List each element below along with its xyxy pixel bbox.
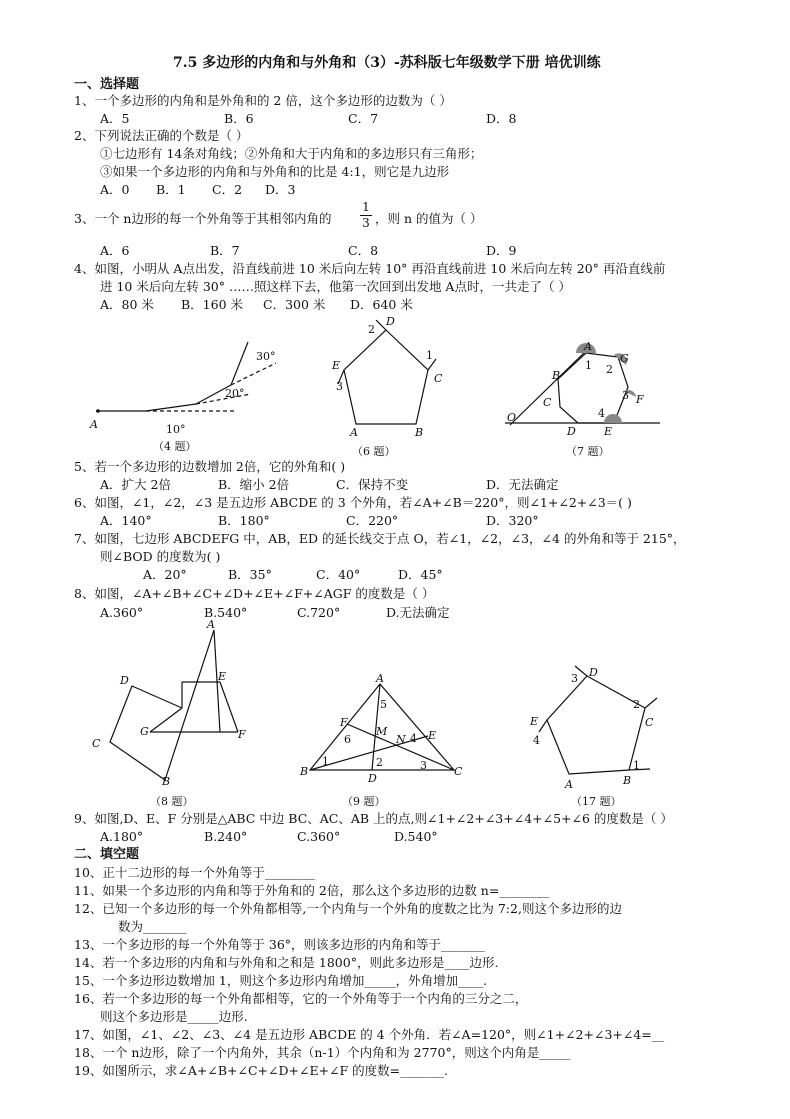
q15-text: 15、一个多边形边数增加 1，则这个多边形内角增加_____，外角增加____. <box>74 973 488 988</box>
fig7-label-f: F <box>636 393 644 406</box>
q5-option-a: A．扩大 2倍 <box>100 477 171 492</box>
fig9-label-e: E <box>428 729 437 742</box>
q9-stem: 9、如图,D、E、F 分别是△ABC 中边 BC、AC、AB 上的点,则∠1+∠2+∠3+∠4+∠5+∠6 的度数是（ ） <box>74 811 673 826</box>
fig9-label-c: C <box>454 765 463 778</box>
q7-option-b: B．35° <box>228 567 272 582</box>
q12-line2: 数为_______ <box>118 919 187 934</box>
fig6-angle-3: 3 <box>336 380 343 393</box>
q7-option-a: A．20° <box>143 567 187 582</box>
fig8-label-d: D <box>120 674 129 687</box>
fig7-caption: （7 题） <box>566 445 610 458</box>
q2-option-c: C．2 <box>212 182 243 197</box>
fig8-label-c: C <box>92 737 101 750</box>
figure-4 <box>86 330 286 453</box>
q5-option-b: B．缩小 2倍 <box>218 477 290 492</box>
q3-stem-part2: ，则 n 的值为（ ） <box>375 211 483 226</box>
q12-line1: 12、已知一个多边形的每一个外角都相等,一个内角与一个外角的度数之比为 7:2,则这个多边形的边 <box>74 901 622 916</box>
fig7-label-c: C <box>543 396 552 409</box>
q16-line2: 则这个多边形是_____边形. <box>100 1009 248 1024</box>
fig7-label-e: E <box>604 425 613 438</box>
q14-text: 14、若一个多边形的内角和与外角和之和是 1800°，则此多边形是____边形. <box>74 955 499 970</box>
fig9-angle-6: 6 <box>344 733 351 746</box>
q4-option-a: A．80 米 <box>100 297 154 312</box>
q6-stem: 6、如图，∠1，∠2，∠3 是五边形 ABCDE 的 3 个外角，若∠A+∠B＝220°，则∠1+∠2+∠3＝( ) <box>74 495 632 510</box>
figure-6 <box>328 312 468 457</box>
q1-stem: 1、一个多边形的内角和是外角和的 2 倍，这个多边形的边数为（ ） <box>74 93 452 108</box>
q3-option-d: D．9 <box>486 243 517 258</box>
fig6-angle-2: 2 <box>368 323 375 336</box>
fig17-label-c: C <box>645 716 654 729</box>
fig17-label-d: D <box>589 666 598 679</box>
fig4-angle-20: 20° <box>225 387 245 400</box>
fig9-caption: （9 题） <box>342 795 386 808</box>
page-title: 7.5 多边形的内角和与外角和（3）-苏科版七年级数学下册 培优训练 <box>173 55 601 71</box>
fig7-angle-2: 2 <box>606 363 613 376</box>
q2-option-d: D．3 <box>265 182 296 197</box>
q3-option-b: B．7 <box>210 243 240 258</box>
fig17-angle-1: 1 <box>633 759 640 772</box>
q4-line1: 4、如图，小明从 A点出发，沿直线前进 10 米后向左转 10° 再沿直线前进 10 米后向左转 20° 再沿直线前 <box>74 261 666 276</box>
q8-option-a: A.360° <box>100 605 144 620</box>
fig9-angle-5: 5 <box>380 698 387 711</box>
fig6-label-c: C <box>434 372 443 385</box>
q4-option-c: C．300 米 <box>263 297 326 312</box>
figure-9 <box>292 672 472 810</box>
q9-option-a: A.180° <box>100 829 144 844</box>
fig17-label-b: B <box>623 774 632 787</box>
fig17-angle-4: 4 <box>533 734 540 747</box>
figure-17 <box>525 662 665 810</box>
fig6-label-a: A <box>350 426 358 439</box>
fig7-angle-3: 3 <box>622 389 629 402</box>
fig9-angle-4: 4 <box>410 732 417 745</box>
q19-text: 19、如图所示，求∠A+∠B+∠C+∠D+∠E+∠F 的度数=_______. <box>74 1063 448 1078</box>
q4-option-b: B．160 米 <box>181 297 244 312</box>
fig6-angle-1: 1 <box>426 349 433 362</box>
q4-line2: 进 10 米后向左转 30° ……照这样下去，他第一次回到出发地 A点时，一共走了（ ） <box>100 279 571 294</box>
q8-option-b: B.540° <box>204 605 248 620</box>
fig17-label-a: A <box>565 778 573 791</box>
fig9-angle-2: 2 <box>376 756 383 769</box>
fig7-label-b: B <box>552 369 561 382</box>
fig8-caption: （8 题） <box>150 795 194 808</box>
fig8-label-a: A <box>207 618 215 631</box>
fig9-label-d: D <box>368 772 377 785</box>
q7-line1: 7、如图，七边形 ABCDEFG 中，AB，ED 的延长线交于点 O，若∠1，∠2，∠3，∠4 的外角和等于 215°， <box>74 531 686 546</box>
q1-option-a: A．5 <box>100 111 130 126</box>
fig9-label-a: A <box>376 672 384 685</box>
fig6-caption: （6 题） <box>352 445 396 458</box>
fig8-label-g: G <box>140 725 149 738</box>
q7-option-d: D．45° <box>398 567 443 582</box>
fig17-label-e: E <box>530 715 539 728</box>
fig7-label-o: O <box>507 411 517 424</box>
q6-option-b: B．180° <box>218 513 270 528</box>
q3-option-a: A．6 <box>100 243 130 258</box>
q11-text: 11、如果一个多边形的内角和等于外角和的 2倍，那么这个多边形的边数 n=________ <box>74 883 550 898</box>
q9-option-b: B.240° <box>204 829 248 844</box>
fig8-label-e: E <box>218 670 227 683</box>
q7-option-c: C．40° <box>316 567 361 582</box>
q13-text: 13、一个多边形的每一个外角等于 36°，则该多边形的内角和等于_______ <box>74 937 485 952</box>
fig7-label-g: G <box>620 352 629 365</box>
section-choice-heading: 一、选择题 <box>74 77 140 92</box>
q3-fraction-numerator: 1 <box>362 200 370 214</box>
fig17-angle-3: 3 <box>571 672 578 685</box>
q4-option-d: D．640 米 <box>350 297 413 312</box>
fig6-label-e: E <box>332 359 341 372</box>
q5-option-c: C．保持不变 <box>336 477 409 492</box>
q2-option-b: B．1 <box>156 182 186 197</box>
q6-option-d: D．320° <box>486 513 539 528</box>
q9-option-c: C.360° <box>297 829 341 844</box>
fig9-label-f: F <box>340 716 348 729</box>
q8-option-d: D.无法确定 <box>386 605 450 620</box>
figure-7 <box>500 335 670 460</box>
q6-option-a: A．140° <box>100 513 152 528</box>
q6-option-c: C．220° <box>346 513 399 528</box>
fig4-angle-10: 10° <box>166 423 186 436</box>
fig17-caption: （17 题） <box>571 795 622 808</box>
q16-line1: 16、若一个多边形的每一个外角都相等，它的一个外角等于一个内角的三分之二， <box>74 991 528 1006</box>
fig7-angle-4: 4 <box>598 407 605 420</box>
q17-text: 17、如图，∠1、∠2、∠3、∠4 是五边形 ABCDE 的 4 个外角．若∠A=120°，则∠1+∠2+∠3+∠4=__ <box>74 1027 665 1042</box>
q2-line1: ①七边形有 14条对角线；②外角和大于内角和的多边形只有三角形； <box>100 146 483 161</box>
q3-stem-part1: 3、一个 n边形的每一个外角等于其相邻内角的 <box>74 211 332 226</box>
fig7-angle-1: 1 <box>585 359 592 372</box>
fig6-label-b: B <box>415 426 424 439</box>
fig6-label-d: D <box>386 315 395 328</box>
q9-option-d: D.540° <box>394 829 438 844</box>
q5-stem: 5、若一个多边形的边数增加 2倍，它的外角和( ) <box>74 459 346 474</box>
q5-option-d: D．无法确定 <box>486 477 559 492</box>
fig4-label-a: A <box>90 418 98 431</box>
fig8-label-b: B <box>162 775 171 788</box>
q3-fraction-denominator: 3 <box>362 216 370 230</box>
fig9-label-m: M <box>376 725 388 738</box>
q1-option-d: D．8 <box>486 111 517 126</box>
fig9-angle-1: 1 <box>322 755 329 768</box>
q2-option-a: A．0 <box>100 182 130 197</box>
figure-8 <box>90 620 260 810</box>
q7-line2: 则∠BOD 的度数为( ) <box>100 549 221 564</box>
fig9-angle-3: 3 <box>420 759 427 772</box>
q10-text: 10、正十二边形的每一个外角等于________ <box>74 865 315 880</box>
q3-option-c: C．8 <box>348 243 379 258</box>
q2-stem: 2、下列说法正确的个数是（ ） <box>74 128 249 143</box>
fig17-angle-2: 2 <box>633 698 640 711</box>
q1-option-c: C．7 <box>348 111 379 126</box>
fig9-label-b: B <box>300 765 309 778</box>
fig8-label-f: F <box>238 728 246 741</box>
q1-option-b: B．6 <box>224 111 254 126</box>
q8-option-c: C.720° <box>297 605 341 620</box>
q8-stem: 8、如图，∠A+∠B+∠C+∠D+∠E+∠F+∠AGF 的度数是（ ） <box>74 586 435 601</box>
fig9-label-n: N <box>396 733 406 746</box>
fig4-caption: （4 题） <box>153 440 197 453</box>
section-fill-heading: 二、填空题 <box>74 847 140 862</box>
fig7-label-a: A <box>584 340 592 353</box>
fig4-angle-30: 30° <box>256 350 276 363</box>
q18-text: 18、一个 n边形，除了一个内角外，其余（n-1）个内角和为 2770°，则这个内角是_____ <box>74 1045 571 1060</box>
fig7-label-d: D <box>567 425 576 438</box>
q2-line2: ③如果一个多边形的内角和与外角和的比是 4:1，则它是九边形 <box>100 164 450 179</box>
